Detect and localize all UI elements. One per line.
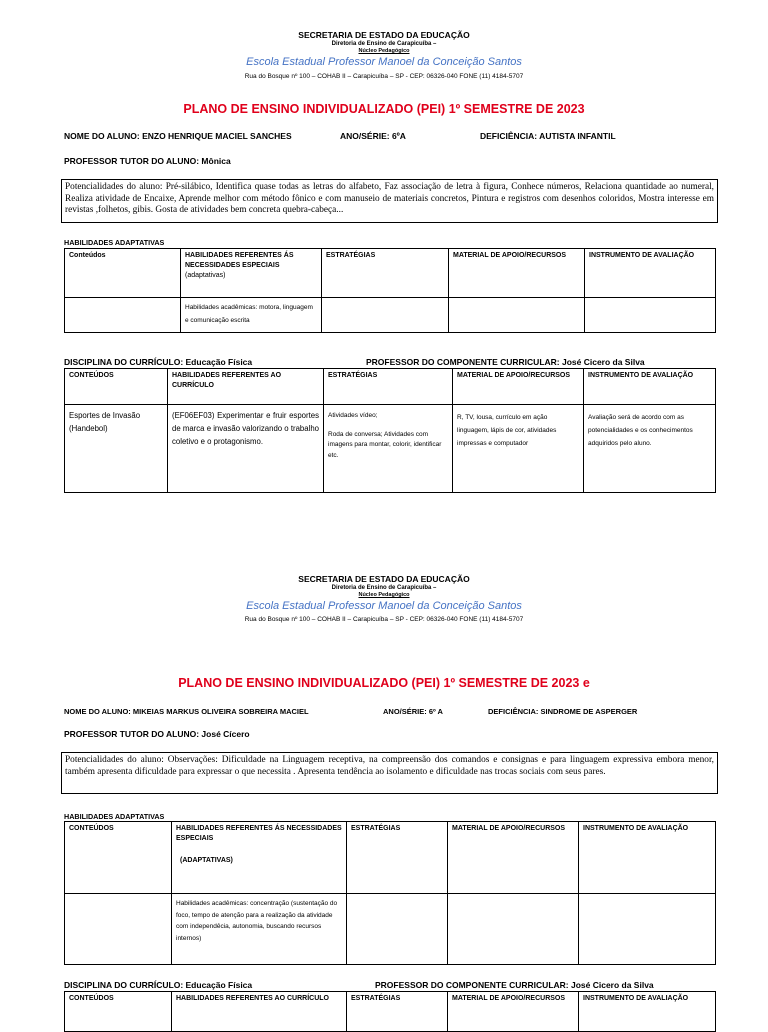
table-header-row [65,249,716,298]
tutor-teacher: PROFESSOR TUTOR DO ALUNO: José Cícero [64,729,250,739]
table-header-row [65,369,716,405]
diretoria-line: Diretoria de Ensino de Carapicuíba – [331,41,437,47]
component-teacher: PROFESSOR DO COMPONENTE CURRICULAR: José Cicero da Silva [375,980,654,990]
adaptive-skills-title: HABILIDADES ADAPTATIVAS [64,812,165,821]
col-strategies: ESTRATÉGIAS [322,249,449,298]
col-evaluation: INSTRUMENTO DE AVALIAÇÃO [579,992,716,1032]
cell-evaluation [585,298,716,333]
col-special-needs-skills: HABILIDADES REFERENTES ÁS NECESSIDADES ESPECIAIS (adaptativas) [181,249,322,298]
cell-strategies [322,298,449,333]
diretoria-line: Diretoria de Ensino de Carapicuíba – [331,585,437,591]
cell-strategies: Atividades vídeo; Roda de conversa; Atividades com imagens para montar, colorir, identificar etc. [324,405,453,493]
nucleo-line: Núcleo Pedagógico [358,592,410,598]
secretaria-heading: SECRETARIA DE ESTADO DA EDUCAÇÃO [298,574,470,584]
col-curriculum-skills: HABILIDADES REFERENTES AO CURRÍCULO [172,992,347,1032]
table-row [65,894,716,965]
cell-evaluation: Avaliação será de acordo com as potencialidades e os conhecimentos adquiridos pelo aluno. [584,405,716,493]
curriculum-discipline: DISCIPLINA DO CURRÍCULO: Educação Física [64,980,253,990]
table-header-row [65,822,716,894]
col-materials: MATERIAL DE APOIO/RECURSOS [449,249,585,298]
student-disability: DEFICIÊNCIA: SINDROME DE ASPERGER [488,707,638,716]
cell-academic-skills: Habilidades acadêmicas: motora, linguagem e comunicação escrita [181,298,322,333]
student-grade: ANO/SÉRIE: 6ºA [340,131,406,141]
col-materials: MATERIAL DE APOIO/RECURSOS [453,369,584,405]
col-strategies: ESTRATÉGIAS [347,992,448,1032]
col-evaluation: INSTRUMENTO DE AVALIAÇÃO [584,369,716,405]
cell-materials [448,894,579,965]
nucleo-line: Núcleo Pedagógico [358,48,410,54]
school-name: Escola Estadual Professor Manoel da Conceição Santos [246,56,522,68]
student-potential-box: Potencialidades do aluno: Pré-silábico, Identifica quase todas as letras do alfabeto, Faz associação de letra à figura, Conhece números, Relaciona quantidade ao numeral, Realiza atividade de Encaixe, Aprende melhor com método fônico e com manuseio de materiais concretos, Pintura e registros com desenhos coloridos, Mostra interesse em revistas ,folhetos, gibis. Gosta de atividades bem concreta quebra-cabeça... [61,179,718,223]
table-row [65,298,716,333]
cell-materials: R, TV, lousa, currículo em ação linguagem, lápis de cor, atividades impressas e computador [453,405,584,493]
school-name: Escola Estadual Professor Manoel da Conceição Santos [246,600,522,612]
col-strategies: ESTRATÉGIAS [347,822,448,894]
cell-skill: (EF06EF03) Experimentar e fruir esportes de marca e invasão valorizando o trabalho coletivo e o protagonismo. [168,405,324,493]
adaptive-skills-title: HABILIDADES ADAPTATIVAS [64,238,165,247]
col-contents: CONTEÚDOS [65,822,172,894]
student-disability: DEFICIÊNCIA: AUTISTA INFANTIL [480,131,616,141]
cell-contents [65,894,172,965]
col-evaluation: INSTRUMENTO DE AVALIAÇÃO [579,822,716,894]
cell-contents [65,298,181,333]
table-header-row [65,992,716,1032]
student-potential-box: Potencialidades do aluno: Observações: Dificuldade na Linguagem receptiva, na compreensão dos comandos e consignas e para linguagem expressiva embora menor, também apresenta dificuldade para expressar o que necessita . Apresenta tendência ao isolamento e dificuldade nas trocas sociais com seus pares. [61,752,718,794]
plan-title: PLANO DE ENSINO INDIVIDUALIZADO (PEI) 1º SEMESTRE DE 2023 [183,102,585,116]
curriculum-table [64,368,716,493]
col-contents: CONTEÚDOS [65,992,172,1032]
cell-strategies [347,894,448,965]
table-row [65,405,716,493]
col-materials: MATERIAL DE APOIO/RECURSOS [448,992,579,1032]
curriculum-table [64,991,716,1032]
cell-evaluation [579,894,716,965]
cell-content: Esportes de Invasão (Handebol) [65,405,168,493]
adaptive-skills-table [64,248,716,333]
tutor-teacher: PROFESSOR TUTOR DO ALUNO: Mônica [64,156,231,166]
col-contents: Conteúdos [65,249,181,298]
plan-title: PLANO DE ENSINO INDIVIDUALIZADO (PEI) 1º SEMESTRE DE 2023 e [178,676,590,690]
cell-materials [449,298,585,333]
school-address: Rua do Bosque nº 100 – COHAB II – Carapicuíba – SP - CEP: 06326-040 FONE (11) 4184-5707 [244,616,524,623]
secretaria-heading: SECRETARIA DE ESTADO DA EDUCAÇÃO [298,30,470,40]
col-contents: CONTEÚDOS [65,369,168,405]
col-strategies: ESTRATÉGIAS [324,369,453,405]
cell-academic-skills: Habilidades acadêmicas: concentração (sustentação do foco, tempo de atenção para a realização da atividade com independêcia, autonomia, buscando recursos internos) [172,894,347,965]
student-name: NOME DO ALUNO: ENZO HENRIQUE MACIEL SANCHES [64,131,292,141]
col-special-needs-skills: HABILIDADES REFERENTES ÁS NECESSIDADES ESPECIAIS (ADAPTATIVAS) [172,822,347,894]
col-evaluation: INSTRUMENTO DE AVALIAÇÃO [585,249,716,298]
school-address: Rua do Bosque nº 100 – COHAB II – Carapicuíba – SP - CEP: 06326-040 FONE (11) 4184-5707 [244,73,524,80]
component-teacher: PROFESSOR DO COMPONENTE CURRICULAR: José Cicero da Silva [366,357,645,367]
student-grade: ANO/SÉRIE: 6º A [383,707,443,716]
col-materials: MATERIAL DE APOIO/RECURSOS [448,822,579,894]
adaptive-skills-table [64,821,716,965]
student-name: NOME DO ALUNO: MIKEIAS MARKUS OLIVEIRA SOBREIRA MACIEL [64,707,309,716]
curriculum-discipline: DISCIPLINA DO CURRÍCULO: Educação Física [64,357,253,367]
col-curriculum-skills: HABILIDADES REFERENTES AO CURRÍCULO [168,369,324,405]
